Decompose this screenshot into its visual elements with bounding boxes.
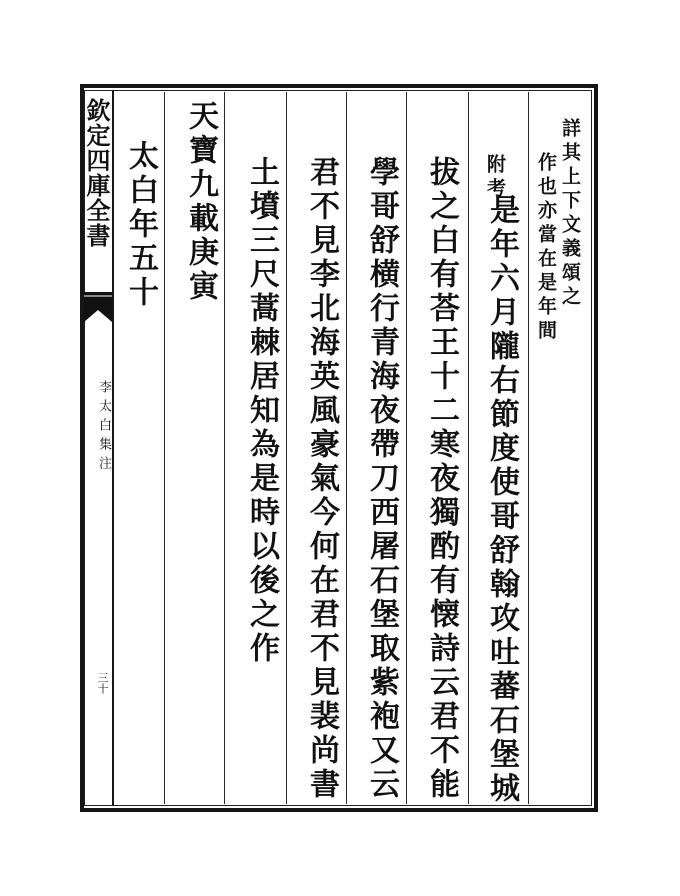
- annotation-label: 附考: [484, 154, 506, 202]
- page-number: 三十: [96, 672, 109, 694]
- column-rule: [468, 92, 469, 804]
- text-column-4: 拔之白有荅王十二寒夜獨酌有懐詩云君不能: [424, 156, 459, 802]
- column-rule: [528, 92, 529, 804]
- column-rule: [164, 92, 165, 804]
- column-rule: [346, 92, 347, 804]
- text-column-5: 學哥舒横行青海夜帶刀西屠石堡取紫袍又云: [364, 156, 399, 802]
- fish-tail-icon: [84, 292, 112, 322]
- text-column-3: 是年六月隴右節度使哥舒翰攻吐蕃石堡城: [484, 194, 519, 806]
- collection-header: 欽定四庫全書: [82, 98, 111, 248]
- column-rule: [224, 92, 225, 804]
- text-column-2: 作也亦當在是年間: [535, 152, 557, 344]
- text-column-1: 詳其上下文義頌之: [559, 118, 581, 310]
- text-column-6: 君不見李北海英風豪氣今何在君不見裴尚書: [304, 156, 339, 802]
- text-column-8: 天寶九載庚寅: [183, 100, 218, 304]
- column-rule: [286, 92, 287, 804]
- column-rule: [406, 92, 407, 804]
- text-column-9: 太白年五十: [123, 140, 158, 310]
- text-column-7: 土墳三尺蒿棘居知為是時以後之作: [244, 156, 279, 666]
- book-title: 李太白集注: [96, 380, 111, 475]
